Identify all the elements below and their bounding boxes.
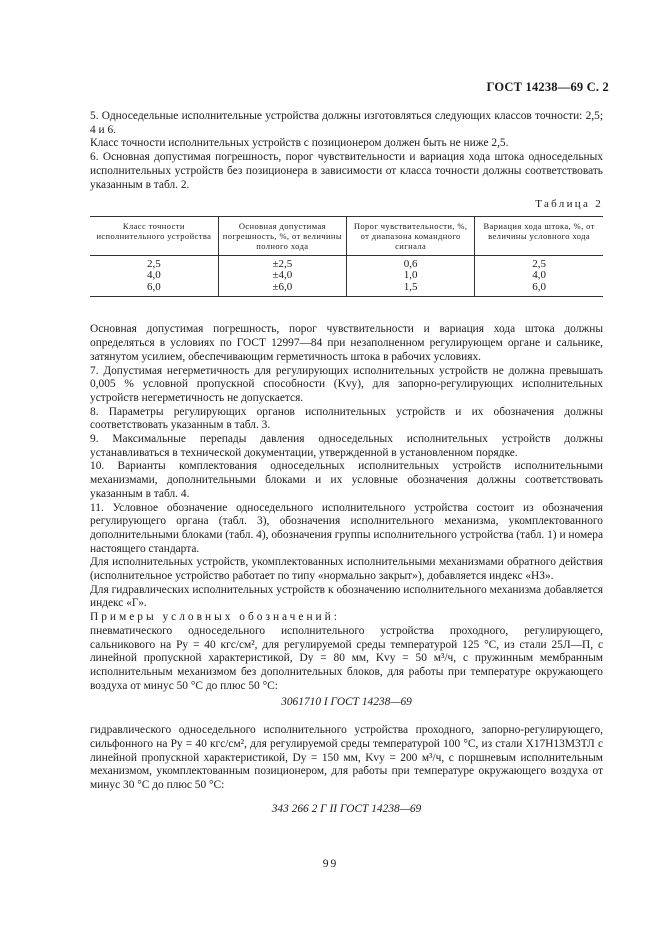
paragraph-7: 7. Допустимая негерметичность для регулирующих исполнительных устройств не должна превышать 0,005 % условной пропускной способности (Kvy), для запорно-регулирующих исполнительных устройств негерметичность не допускается.	[90, 364, 603, 404]
paragraph-accuracy-positioner: Класс точности исполнительных устройств с позиционером должен быть не ниже 2,5.	[90, 137, 509, 150]
table-2	[90, 216, 603, 298]
table-header-row	[90, 216, 603, 255]
paragraph-5-text: 5. Односедельные исполнительные устройства должны изготовляться следующих классов точности: 2,5; 4 и 6.	[90, 110, 603, 136]
table-header-cell: Вариация хода штока, %, от величины условного хода	[475, 216, 603, 255]
table-cell: 4,0	[147, 269, 161, 282]
table-caption: Таблица 2	[535, 198, 603, 211]
document-body	[90, 110, 603, 822]
table-cell: 2,5	[475, 255, 603, 270]
table-cell: ±6,0	[218, 282, 346, 297]
example-1-code: 3061710 I ГОСТ 14238—69	[281, 696, 412, 709]
table-row	[90, 270, 603, 282]
table-cell: 6,0	[90, 282, 218, 297]
table-row	[90, 255, 603, 270]
paragraph-determination-conditions: Основная допустимая погрешность, порог чувствительности и вариация хода штока должны определяться в условиях по ГОСТ 12997—84 при незаполненном регулирующем органе и сальнике, затянутом усилием, обеспечивающим герметичность штока в рабочих условиях.	[90, 323, 603, 363]
table-header-cell: Порог чувствительности, %, от диапазона командного сигнала	[347, 216, 475, 255]
table-header-cell: Класс точности исполнительного устройства	[90, 216, 218, 255]
page-number: 99	[322, 858, 339, 870]
paragraph-g-index: Для гидравлических исполнительных устройств к обозначению исполнительного механизма добавляется индекс «Г».	[90, 583, 603, 610]
paragraph-10: 10. Варианты комплектования односедельных исполнительных устройств исполнительными механизмами, дополнительными блоками и их условные обозначения должны соответствовать указанным в табл. 4.	[90, 460, 603, 500]
table-cell: 1,5	[347, 282, 475, 297]
table-cell: 2,5	[147, 257, 161, 270]
table-cell: 0,6	[347, 255, 475, 270]
table-cell: 4,0	[475, 270, 603, 282]
paragraph-11: 11. Условное обозначение односедельного исполнительного устройства состоит из обозначения регулирующего органа (табл. 3), обозначения исполнительного механизма, укомплектованного дополнительными блоками (табл. 4), обозначения группы исполнительного устройства (табл. 1) и номера настоящего стандарта.	[90, 501, 603, 555]
table-header-cell: Основная допустимая погрешность, %, от величины полного хода	[218, 216, 346, 255]
example-2: гидравлического односедельного исполнительного устройства проходного, запорно-регулирующего, сильфонного на Py = 40 кгс/см², для регулируемой среды температурой 100 °С, из стали Х17Н13М3ТЛ с линейной пропускной характеристикой, Dy = 150 мм, Kvy = 200 м³/ч, с поршневым исполнительным механизмом, укомплектованным позиционером, для работы при температуре окружающего воздуха от минус 30 °С до плюс 50 °С:	[90, 724, 603, 791]
paragraph-5	[90, 110, 603, 137]
example-1: пневматического односедельного исполнительного устройства проходного, регулирующего, сальникового на Py = 40 кгс/см², для регулируемой среды температурой 125 °С, из стали 25Л—П, с линейной пропускной характеристикой, Dy = 80 мм, Kvy = 50 м³/ч, с пружинным мембранным исполнительным механизмом без дополнительных блоков, для работы при температуре окружающего воздуха от минус 50 °С до плюс 50 °С:	[90, 624, 603, 692]
example-2-code: 343 266 2 Г II ГОСТ 14238—69	[271, 802, 422, 815]
paragraph-8: 8. Параметры регулирующих органов исполнительных устройств и их обозначения должны соответствовать указанным в табл. 3.	[90, 405, 603, 432]
table-cell: 6,0	[475, 282, 603, 297]
table-row	[90, 282, 603, 297]
table-cell: ±4,0	[218, 270, 346, 282]
table-cell: ±2,5	[218, 255, 346, 270]
examples-heading: Примеры условных обозначений:	[90, 611, 340, 624]
table-cell: 1,0	[347, 270, 475, 282]
page-header: ГОСТ 14238—69 С. 2	[486, 80, 609, 94]
paragraph-nz-index: Для исполнительных устройств, укомплектованных исполнительными механизмами обратного действия (исполнительное устройство работает по типу «нормально закрыт»), добавляется индекс «НЗ».	[90, 556, 603, 583]
paragraph-9: 9. Максимальные перепады давления односедельных исполнительных устройств должны устанавливаться в технической документации, утвержденной в установленном порядке.	[90, 433, 603, 459]
paragraph-6: 6. Основная допустимая погрешность, порог чувствительности и вариация хода штока односедельных исполнительных устройств без позиционера в зависимости от класса точности должны соответствовать указанным в табл. 2.	[90, 151, 603, 191]
